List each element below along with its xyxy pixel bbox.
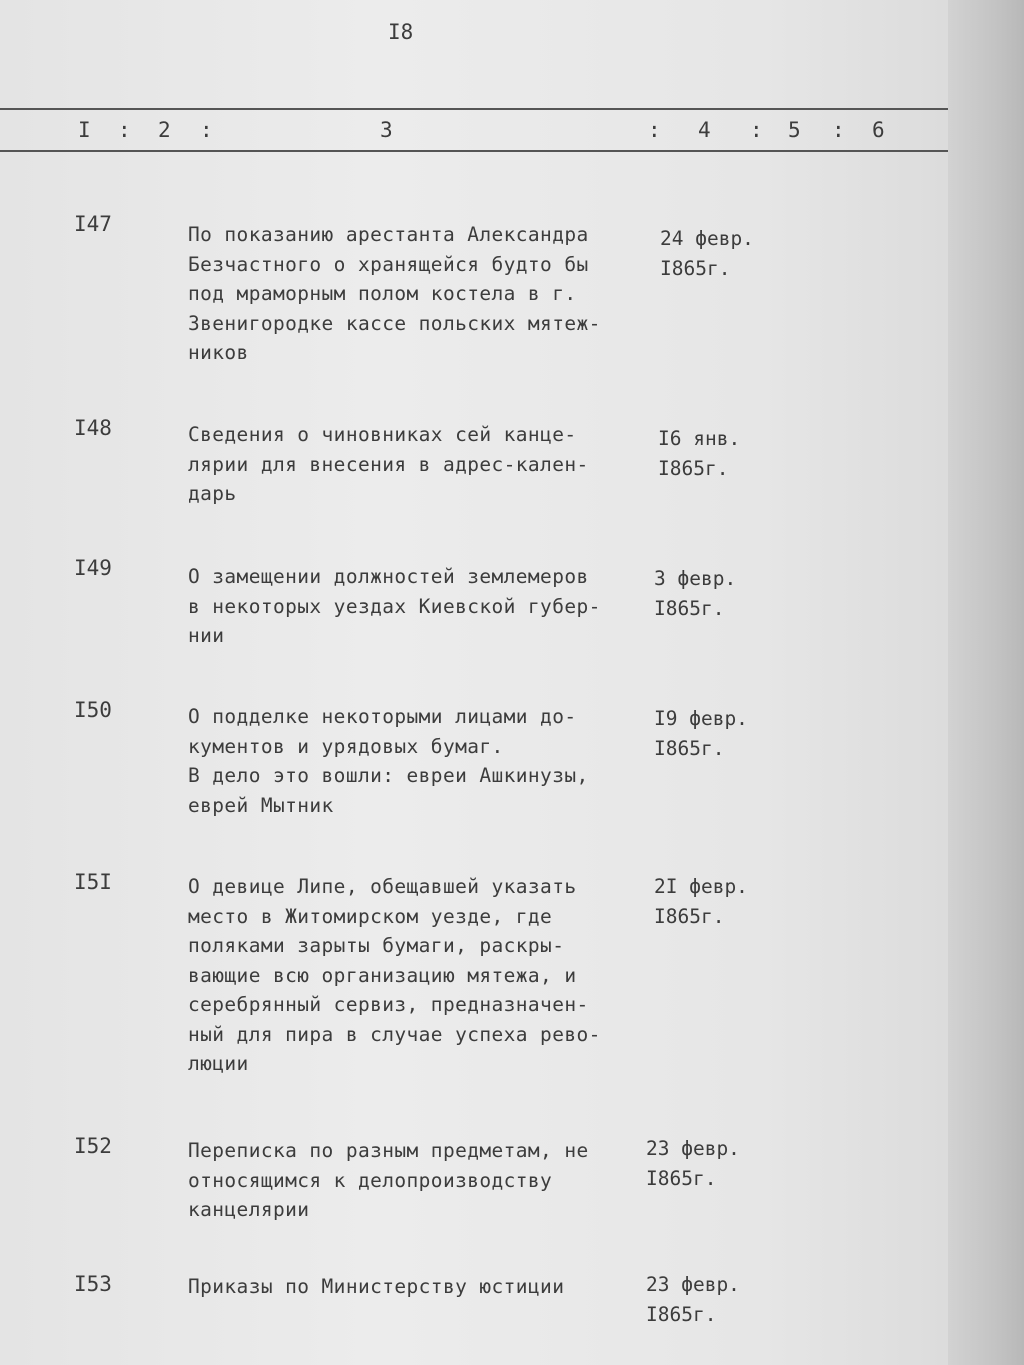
column-header-6: 6 — [872, 118, 885, 142]
entry-date-line: I865г. — [660, 257, 731, 280]
entry-title-line: дарь — [188, 482, 237, 505]
header-top-rule — [0, 108, 948, 110]
entry-title-line: люции — [188, 1052, 249, 1075]
entry-title-line: О замещении должностей землемеров — [188, 565, 589, 588]
entry-date-line: I6 янв. — [658, 427, 741, 450]
column-header-3: 3 — [380, 118, 393, 142]
entry-date — [654, 564, 794, 624]
entry-title-line: В дело это вошли: евреи Ашкинузы, — [188, 764, 589, 787]
entry-date — [660, 224, 800, 284]
entry-title — [188, 420, 638, 509]
entry-title-line: нии — [188, 624, 225, 647]
entry-date-line: I865г. — [658, 457, 729, 480]
entry-title-line: кументов и урядовых бумаг. — [188, 734, 504, 758]
entry-title — [188, 220, 638, 368]
column-header-2: 2 — [158, 118, 171, 142]
entry-number: I47 — [74, 212, 112, 236]
entry-title-line: поляками зарыты бумаги, раскры- — [188, 934, 565, 957]
entry-title — [188, 872, 638, 1079]
entry-number: I49 — [74, 556, 112, 580]
entry-date-line: 2I февр. — [654, 875, 748, 898]
entry-title-line: По показанию арестанта Александра — [188, 223, 589, 246]
entry-title-line: Безчастного о хранящейся будто бы — [188, 252, 589, 276]
entry-date-line: I865г. — [654, 905, 725, 928]
column-header-5: 5 — [788, 118, 801, 142]
entry-date-line: 24 февр. — [660, 227, 754, 250]
entry-title-line: лярии для внесения в адрес-кален- — [188, 452, 589, 476]
entry-title-line: еврей Мытник — [188, 793, 334, 817]
entry-title-line: ников — [188, 341, 249, 364]
entry-date — [654, 704, 794, 764]
entry-date — [658, 424, 798, 484]
entry-title — [188, 702, 638, 820]
entry-title-line: вающие всю организацию мятежа, и — [188, 963, 577, 987]
entry-title-line: О девице Липе, обещавшей указать — [188, 875, 577, 898]
entry-title-line: в некоторых уездах Киевской губер- — [188, 594, 601, 618]
entry-title-line: канцелярии — [188, 1198, 310, 1221]
entry-title-line: Переписка по разным предметам, не — [188, 1139, 589, 1162]
header-bottom-rule — [0, 150, 948, 152]
entry-date-line: I865г. — [654, 737, 725, 760]
entry-title-line: Приказы по Министерству юстиции — [188, 1275, 565, 1298]
entry-date — [646, 1270, 786, 1330]
page-number: I8 — [388, 20, 414, 44]
entry-title-line: ный для пира в случае успеха рево- — [188, 1022, 601, 1046]
entry-number: I52 — [74, 1134, 112, 1158]
entry-title-line: О подделке некоторыми лицами до- — [188, 705, 577, 728]
entry-title-line: относящимся к делопроизводству — [188, 1168, 553, 1192]
column-header-4: 4 — [698, 118, 711, 142]
column-separator: : — [200, 118, 213, 142]
entry-date-line: 3 февр. — [654, 567, 737, 590]
column-header-1: I — [78, 118, 91, 142]
column-separator: : — [118, 118, 131, 142]
entry-title-line: Сведения о чиновниках сей канце- — [188, 423, 577, 446]
entry-title — [188, 562, 638, 651]
entry-date-line: I865г. — [654, 597, 725, 620]
adjacent-sheet — [948, 0, 1024, 1365]
column-separator: : — [648, 118, 661, 142]
entry-number: I5I — [74, 870, 112, 894]
entry-date — [646, 1134, 786, 1194]
column-separator: : — [832, 118, 845, 142]
entry-date-line: I9 февр. — [654, 707, 748, 730]
entry-date — [654, 872, 794, 932]
entry-title — [188, 1272, 638, 1302]
entry-number: I53 — [74, 1272, 112, 1296]
entry-title-line: под мраморным полом костела в г. — [188, 282, 577, 305]
entry-title-line: место в Житомирском уезде, где — [188, 904, 553, 928]
column-separator: : — [750, 118, 763, 142]
entry-date-line: I865г. — [646, 1167, 717, 1190]
entry-date-line: 23 февр. — [646, 1273, 740, 1296]
entry-title-line: Звенигородке кассе польских мятеж- — [188, 311, 601, 335]
entry-number: I50 — [74, 698, 112, 722]
entry-date-line: 23 февр. — [646, 1137, 740, 1160]
entry-title — [188, 1136, 638, 1225]
entry-title-line: серебрянный сервиз, предназначен- — [188, 993, 589, 1016]
entry-date-line: I865г. — [646, 1303, 717, 1326]
entry-number: I48 — [74, 416, 112, 440]
